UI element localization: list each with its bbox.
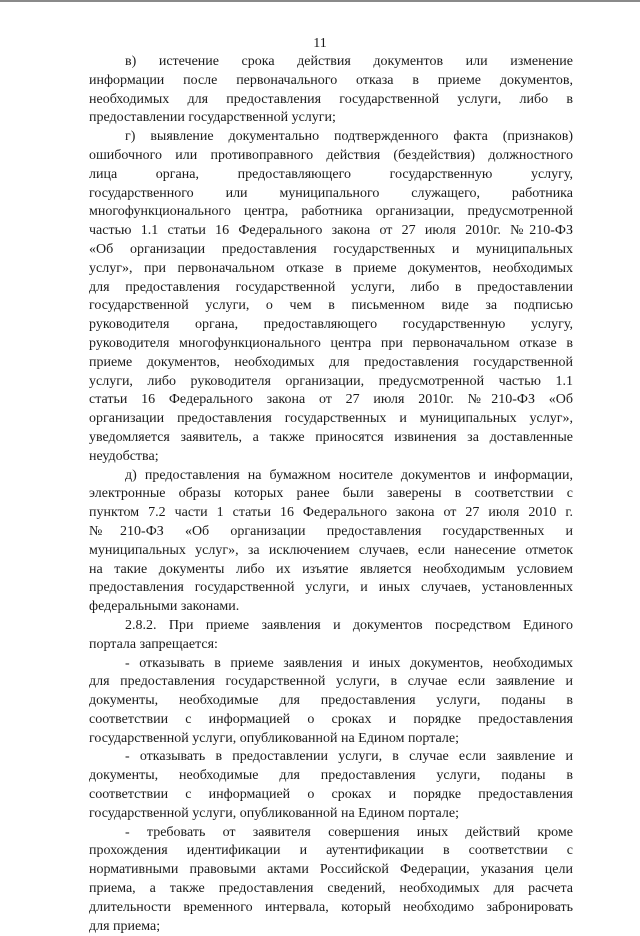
paragraph: [89, 53, 573, 128]
text-line: федеральными законами.: [89, 599, 240, 615]
text-line: приема, а также предоставления сведений, необходимых для расчета: [89, 881, 573, 897]
scan-edge-line: [0, 0, 640, 2]
text-line: руководителя органа, предоставляющего государственную услугу,: [89, 317, 573, 333]
text-line: информации после первоначального отказа в приеме документов,: [89, 72, 573, 88]
text-line: уведомляется заявитель, а также приносятся извинения за доставленные: [89, 429, 573, 445]
text-line: прохождения идентификации и аутентификации в соответствии с: [89, 843, 573, 859]
text-line: государственного или муниципального служащего, работника: [89, 185, 573, 201]
document-body: [89, 53, 573, 936]
text-line: для предоставления государственной услуги, либо в предоставлении: [89, 279, 573, 295]
text-line: портала запрещается:: [89, 636, 218, 652]
text-line: №210-ФЗ «Об организации предоставления государственных и: [89, 523, 573, 539]
text-line: - отказывать в предоставлении услуги, в случае если заявление и: [125, 749, 573, 765]
text-line: ошибочного или противоправного действия (бездействия) должностного: [89, 147, 573, 163]
text-line: услуг», при первоначальном отказе в приеме документов, необходимых: [89, 260, 573, 276]
text-line: г) выявление документально подтвержденного факта (признаков): [125, 129, 573, 145]
text-line: соответствии с информацией о сроках и порядке предоставления: [89, 711, 573, 727]
text-line: государственной услуги, о чем в письменном виде за подписью: [89, 298, 573, 314]
text-line: - требовать от заявителя совершения иных действий кроме: [125, 824, 573, 840]
text-line: частью 1.1 статьи 16 Федерального закона от 27 июля 2010г. №210-ФЗ: [89, 223, 573, 239]
text-line: 2.8.2. При приеме заявления и документов посредством Единого: [125, 617, 573, 633]
text-line: соответствии с информацией о сроках и порядке предоставления: [89, 787, 573, 803]
text-line: в) истечение срока действия документов или изменение: [125, 54, 573, 69]
text-line: неудобства;: [89, 448, 159, 464]
text-line: предоставления государственной услуги, и иных случаев, установленных: [89, 580, 573, 596]
text-line: для предоставления государственной услуги, в случае если заявление и: [89, 674, 573, 690]
paragraph: [89, 617, 573, 655]
paragraph: [89, 655, 573, 749]
text-line: руководителя многофункционального центра при первоначальном отказе в: [89, 335, 573, 351]
text-line: длительности временного интервала, который необходимо забронировать: [89, 899, 573, 915]
text-line: приеме документов, необходимых для предоставления государственной: [89, 354, 573, 370]
text-line: статьи 16 Федерального закона от 27 июля 2010г. №210-ФЗ «Об: [89, 392, 573, 408]
text-line: для приема;: [89, 918, 161, 934]
text-line: необходимых для предоставления государственной услуги, либо в: [89, 91, 573, 107]
text-line: д) предоставления на бумажном носителе документов и информации,: [125, 467, 573, 483]
text-line: документы, необходимые для предоставления услуги, поданы в: [89, 693, 573, 709]
paragraph: [89, 467, 573, 617]
text-line: организации предоставления государственных и муниципальных услуг»,: [89, 411, 573, 427]
paragraph: [89, 748, 573, 823]
text-line: электронные образы которых ранее были заверены в соответствии с: [89, 486, 573, 502]
text-line: муниципальных услуг», за исключением случаев, если нанесение отметок: [89, 542, 573, 558]
text-line: - отказывать в приеме заявления и иных документов, необходимых: [125, 655, 573, 671]
text-line: многофункционального центра, работника организации, предусмотренной: [89, 204, 573, 220]
text-line: государственной услуги, опубликованной на Едином портале;: [89, 805, 459, 821]
paragraph: [89, 128, 573, 466]
text-line: нормативными правовыми актами Российской Федерации, указания цели: [89, 862, 573, 878]
text-line: лица органа, предоставляющего государственную услугу,: [89, 166, 573, 182]
text-line: услуги, либо руководителя организации, предусмотренной частью 1.1: [89, 373, 573, 389]
text-line: государственной услуги, опубликованной на Едином портале;: [89, 730, 459, 746]
paragraph: [89, 824, 573, 936]
text-line: пунктом 7.2 части 1 статьи 16 Федерального закона от 27 июля 2010 г.: [89, 505, 573, 521]
page-number: 11: [313, 36, 327, 51]
text-line: документы, необходимые для предоставления услуги, поданы в: [89, 768, 573, 784]
text-line: «Об организации предоставления государственных и муниципальных: [89, 241, 573, 257]
text-line: предоставлении государственной услуги;: [89, 110, 336, 126]
text-line: на такие документы либо их изъятие является необходимым условием: [89, 561, 573, 577]
